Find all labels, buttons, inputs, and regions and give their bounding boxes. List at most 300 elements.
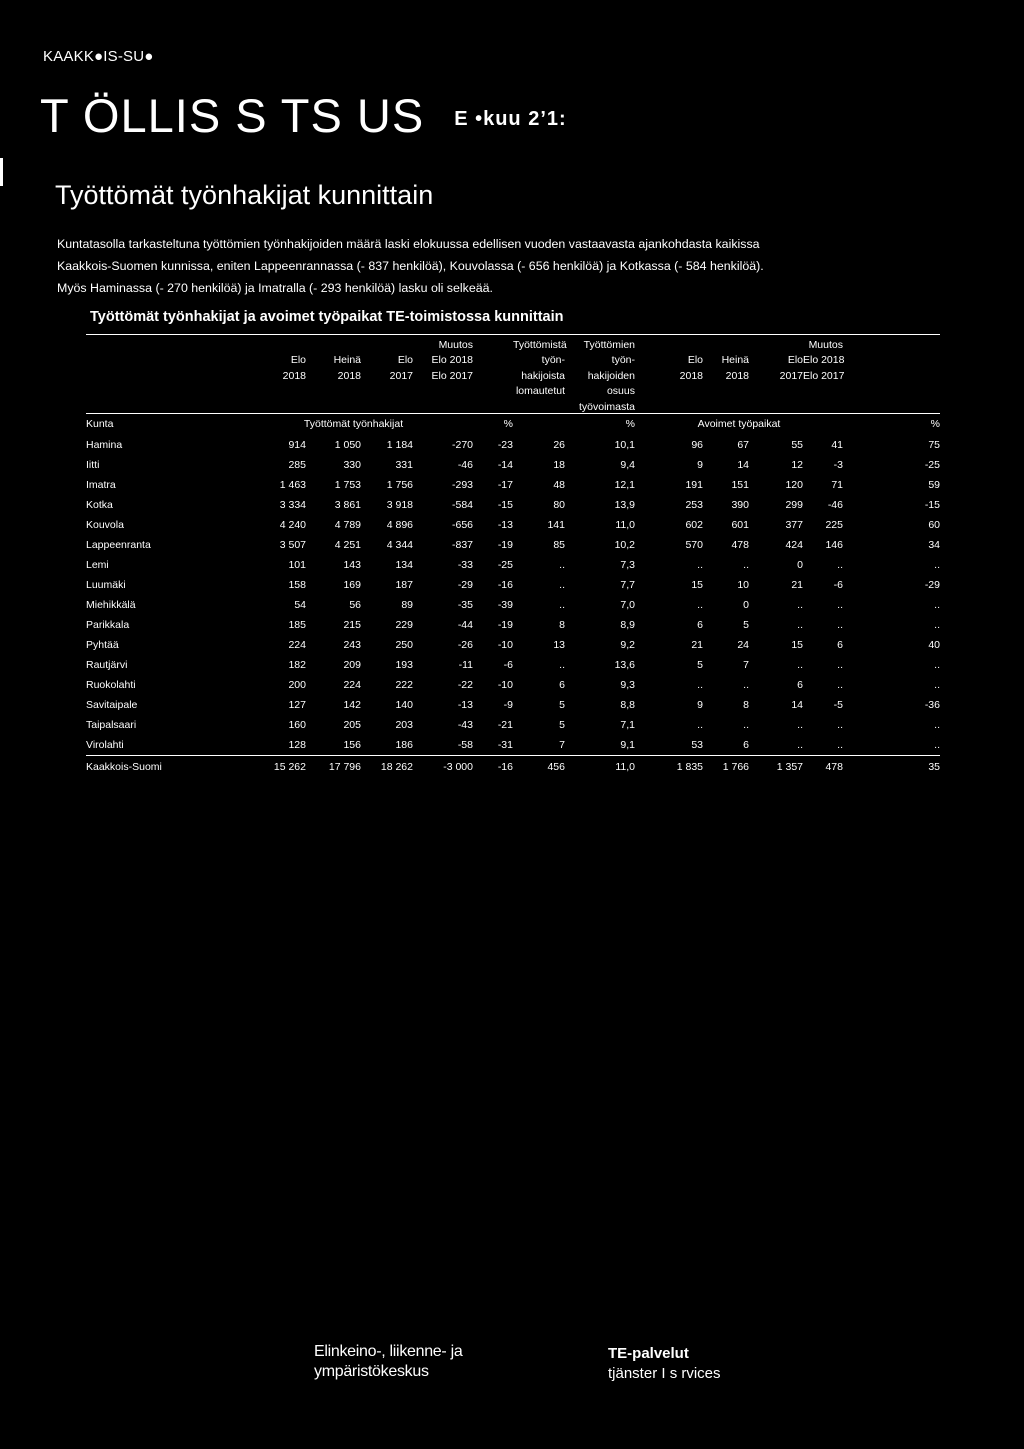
header-cell: 2018 xyxy=(282,369,306,382)
page-title xyxy=(40,88,567,143)
value-cell: 5 xyxy=(743,618,749,631)
intro-line: Kuntatasolla tarkasteltuna työttömien työnhakijoiden määrä laski elokuussa edellisen vuoden vastaavasta ajankohdasta kaikissa xyxy=(57,237,760,251)
value-cell: -21 xyxy=(497,718,513,731)
header-cell xyxy=(803,382,843,398)
te-services-logo xyxy=(608,1344,721,1384)
value-cell: 250 xyxy=(395,638,413,651)
value-cell: .. xyxy=(934,558,940,571)
value-cell: 18 xyxy=(553,458,565,471)
value-cell: 191 xyxy=(685,478,703,491)
value-cell: -23 xyxy=(497,438,513,451)
value-cell: 146 xyxy=(825,538,843,551)
header-cell: Heinä xyxy=(333,354,361,366)
value-cell: 141 xyxy=(547,518,565,531)
value-cell: 12 xyxy=(791,458,803,471)
value-cell: .. xyxy=(934,678,940,691)
value-cell: -16 xyxy=(497,578,513,591)
header-cell xyxy=(473,397,513,413)
total-value-cell: 478 xyxy=(803,755,843,778)
header-cell xyxy=(473,382,513,398)
value-cell: 200 xyxy=(288,678,306,691)
header-cell xyxy=(635,397,703,413)
statistics-table-container xyxy=(86,334,940,778)
value-cell: 60 xyxy=(928,518,940,531)
value-cell: .. xyxy=(934,718,940,731)
value-cell: 215 xyxy=(343,618,361,631)
header-cell: Elo 2017 xyxy=(803,369,845,382)
value-cell: -58 xyxy=(457,738,473,751)
value-cell: .. xyxy=(697,678,703,691)
value-cell: -13 xyxy=(457,698,473,711)
value-cell: 6 xyxy=(797,678,803,691)
header-cell: lomautetut xyxy=(515,385,565,397)
value-cell: -6 xyxy=(833,578,843,591)
header-cell: hakijoiden xyxy=(587,369,635,382)
value-cell: -29 xyxy=(457,578,473,591)
header-cell xyxy=(306,382,361,398)
value-cell: 299 xyxy=(785,498,803,511)
municipality-cell: Taipalsaari xyxy=(86,718,137,731)
header-cell: Elo xyxy=(290,354,306,366)
value-cell: 143 xyxy=(343,558,361,571)
value-cell: 570 xyxy=(685,538,703,551)
value-cell: 285 xyxy=(288,458,306,471)
value-cell: 1 184 xyxy=(386,438,413,451)
value-cell: -19 xyxy=(497,538,513,551)
header-cell: Elo xyxy=(787,354,803,366)
header-cell xyxy=(234,382,306,398)
te-logo-line: tjänster I s rvices xyxy=(608,1365,721,1382)
municipality-cell: Miehikkälä xyxy=(86,598,136,611)
ely-logo-line: ympäristökeskus xyxy=(314,1363,429,1380)
header-cell: Muutos xyxy=(438,338,473,351)
value-cell: 209 xyxy=(343,658,361,671)
header-cell xyxy=(703,382,749,398)
page-title-text: T ÖLLIS S TS US xyxy=(40,89,425,142)
value-cell: 0 xyxy=(797,558,803,571)
value-cell: .. xyxy=(837,678,843,691)
value-cell: 48 xyxy=(553,478,565,491)
value-cell: 13,6 xyxy=(614,658,635,671)
value-cell: 151 xyxy=(731,478,749,491)
value-cell: -6 xyxy=(503,658,513,671)
table-row xyxy=(86,675,940,695)
value-cell: 7 xyxy=(743,658,749,671)
value-cell: 203 xyxy=(395,718,413,731)
header-cell: 2018 xyxy=(337,369,361,382)
value-cell: -36 xyxy=(924,698,940,711)
value-cell: 80 xyxy=(553,498,565,511)
value-cell: .. xyxy=(743,718,749,731)
value-cell: 101 xyxy=(288,558,306,571)
value-cell: 4 896 xyxy=(386,518,413,531)
value-cell: 205 xyxy=(343,718,361,731)
header-cell: hakijoista xyxy=(521,369,565,382)
municipality-cell: Parikkala xyxy=(86,618,130,631)
table-row xyxy=(86,615,940,635)
municipality-cell: Iitti xyxy=(86,458,100,471)
municipality-cell: Kouvola xyxy=(86,518,124,531)
unit-cell-percent: % xyxy=(843,413,940,435)
value-cell: 9 xyxy=(697,458,703,471)
header-cell xyxy=(413,382,473,398)
value-cell: -35 xyxy=(457,598,473,611)
header-cell: Elo xyxy=(687,354,703,366)
value-cell: .. xyxy=(797,618,803,631)
header-row xyxy=(86,351,940,367)
value-cell: -26 xyxy=(457,638,473,651)
left-edge-marker xyxy=(0,158,3,186)
value-cell: -293 xyxy=(451,478,473,491)
value-cell: 222 xyxy=(395,678,413,691)
total-value-cell: -16 xyxy=(473,755,513,778)
total-value-cell: 1 357 xyxy=(749,755,803,778)
header-row xyxy=(86,397,940,413)
header-cell: työn- xyxy=(541,354,565,366)
value-cell: -13 xyxy=(497,518,513,531)
value-cell: 89 xyxy=(401,598,413,611)
header-cell xyxy=(306,335,361,351)
value-cell: 142 xyxy=(343,698,361,711)
value-cell: .. xyxy=(797,738,803,751)
municipality-cell: Savitaipale xyxy=(86,698,138,711)
value-cell: 6 xyxy=(743,738,749,751)
header-cell: Elo 2018 xyxy=(803,354,845,366)
value-cell: -46 xyxy=(457,458,473,471)
header-cell: Elo 2017 xyxy=(431,369,473,382)
value-cell: .. xyxy=(934,658,940,671)
value-cell: 40 xyxy=(928,638,940,651)
municipality-cell: Lappeenranta xyxy=(86,538,151,551)
table-header xyxy=(86,335,940,435)
value-cell: -837 xyxy=(451,538,473,551)
value-cell: -270 xyxy=(451,438,473,451)
value-cell: .. xyxy=(797,658,803,671)
brand-label: KAAKK●IS-SU● xyxy=(43,48,154,65)
value-cell: 9,2 xyxy=(620,638,635,651)
header-cell xyxy=(86,351,234,367)
value-cell: 3 507 xyxy=(279,538,306,551)
total-value-cell: 1 835 xyxy=(635,755,703,778)
total-value-cell: 15 262 xyxy=(234,755,306,778)
value-cell: .. xyxy=(797,598,803,611)
value-cell: 9,4 xyxy=(620,458,635,471)
value-cell: 53 xyxy=(691,738,703,751)
value-cell: 10 xyxy=(737,578,749,591)
value-cell: -25 xyxy=(497,558,513,571)
municipality-cell: Rautjärvi xyxy=(86,658,128,671)
value-cell: 8,8 xyxy=(620,698,635,711)
header-cell xyxy=(635,335,703,351)
value-cell: 3 334 xyxy=(279,498,306,511)
unit-cell-empty xyxy=(513,413,565,435)
value-cell: 128 xyxy=(288,738,306,751)
value-cell: 6 xyxy=(837,638,843,651)
total-value-cell: 1 766 xyxy=(703,755,749,778)
municipality-cell: Pyhtää xyxy=(86,638,119,651)
unit-cell-unemployed: Työttömät työnhakijat xyxy=(234,413,473,435)
value-cell: .. xyxy=(559,658,565,671)
total-value-cell: 17 796 xyxy=(306,755,361,778)
header-cell xyxy=(749,335,803,351)
value-cell: 4 344 xyxy=(386,538,413,551)
value-cell: 8,9 xyxy=(620,618,635,631)
value-cell: -43 xyxy=(457,718,473,731)
value-cell: 41 xyxy=(831,438,843,451)
total-value-cell: 18 262 xyxy=(361,755,413,778)
municipality-cell: Kotka xyxy=(86,498,113,511)
value-cell: .. xyxy=(934,598,940,611)
value-cell: 390 xyxy=(731,498,749,511)
section-title: Työttömät työnhakijat kunnittain xyxy=(55,180,434,210)
intro-line: Kaakkois-Suomen kunnissa, eniten Lappeenrannassa (- 837 henkilöä), Kouvolassa (- 656 henkilöä) ja Kotkassa (- 584 henkilöä). xyxy=(57,259,764,273)
value-cell: 160 xyxy=(288,718,306,731)
value-cell: 7,7 xyxy=(620,578,635,591)
value-cell: 169 xyxy=(343,578,361,591)
value-cell: 3 861 xyxy=(334,498,361,511)
ely-centre-logo xyxy=(314,1342,462,1382)
total-value-cell: 456 xyxy=(513,755,565,778)
value-cell: 67 xyxy=(737,438,749,451)
value-cell: -10 xyxy=(497,678,513,691)
header-cell xyxy=(234,397,306,413)
value-cell: 331 xyxy=(395,458,413,471)
value-cell: 9,3 xyxy=(620,678,635,691)
value-cell: 14 xyxy=(737,458,749,471)
value-cell: 75 xyxy=(928,438,940,451)
value-cell: -29 xyxy=(924,578,940,591)
header-cell xyxy=(843,351,940,367)
header-cell xyxy=(361,335,413,351)
value-cell: -17 xyxy=(497,478,513,491)
value-cell: 193 xyxy=(395,658,413,671)
value-cell: -39 xyxy=(497,598,513,611)
value-cell: 6 xyxy=(559,678,565,691)
header-cell: osuus xyxy=(606,385,635,397)
header-cell xyxy=(86,366,234,382)
value-cell: 9 xyxy=(697,698,703,711)
value-cell: 55 xyxy=(791,438,803,451)
table-row xyxy=(86,735,940,756)
value-cell: -33 xyxy=(457,558,473,571)
intro-text xyxy=(57,233,857,299)
value-cell: 21 xyxy=(791,578,803,591)
value-cell: 253 xyxy=(685,498,703,511)
total-value-cell: 35 xyxy=(843,755,940,778)
table-row xyxy=(86,715,940,735)
total-value-cell: 11,0 xyxy=(565,755,635,778)
header-cell xyxy=(843,366,940,382)
value-cell: 6 xyxy=(697,618,703,631)
header-cell xyxy=(803,397,843,413)
header-cell xyxy=(843,335,940,351)
value-cell: 13,9 xyxy=(614,498,635,511)
header-cell xyxy=(703,335,749,351)
header-cell xyxy=(361,382,413,398)
unit-cell-percent: % xyxy=(565,413,635,435)
value-cell: .. xyxy=(559,598,565,611)
value-cell: 10,1 xyxy=(614,438,635,451)
value-cell: 330 xyxy=(343,458,361,471)
value-cell: -10 xyxy=(497,638,513,651)
value-cell: 4 251 xyxy=(334,538,361,551)
municipality-cell: Hamina xyxy=(86,438,123,451)
value-cell: 120 xyxy=(785,478,803,491)
table-row xyxy=(86,655,940,675)
value-cell: 26 xyxy=(553,438,565,451)
unit-cell-percent: % xyxy=(473,413,513,435)
value-cell: 54 xyxy=(294,598,306,611)
value-cell: 3 918 xyxy=(386,498,413,511)
header-row xyxy=(86,335,940,351)
table-body xyxy=(86,435,940,778)
unit-cell-kunta: Kunta xyxy=(86,413,234,435)
municipality-cell: Virolahti xyxy=(86,738,124,751)
value-cell: 56 xyxy=(349,598,361,611)
value-cell: 7 xyxy=(559,738,565,751)
table-title: Työttömät työnhakijat ja avoimet työpaikat TE-toimistossa kunnittain xyxy=(90,309,564,325)
header-cell: 2018 xyxy=(725,369,749,382)
value-cell: .. xyxy=(837,718,843,731)
value-cell: -656 xyxy=(451,518,473,531)
header-cell: 2018 xyxy=(679,369,703,382)
value-cell: 8 xyxy=(559,618,565,631)
header-cell: työn- xyxy=(611,354,635,366)
value-cell: 478 xyxy=(731,538,749,551)
value-cell: 59 xyxy=(928,478,940,491)
value-cell: 187 xyxy=(395,578,413,591)
value-cell: 7,3 xyxy=(620,558,635,571)
value-cell: 15 xyxy=(691,578,703,591)
value-cell: .. xyxy=(837,558,843,571)
unit-row xyxy=(86,413,940,435)
value-cell: 10,2 xyxy=(614,538,635,551)
value-cell: 185 xyxy=(288,618,306,631)
value-cell: 224 xyxy=(343,678,361,691)
table-row xyxy=(86,535,940,555)
value-cell: 11,0 xyxy=(615,518,635,531)
value-cell: 71 xyxy=(831,478,843,491)
table-row xyxy=(86,495,940,515)
header-cell: Elo 2018 xyxy=(431,354,473,366)
value-cell: -15 xyxy=(497,498,513,511)
value-cell: 14 xyxy=(791,698,803,711)
value-cell: .. xyxy=(559,558,565,571)
value-cell: -9 xyxy=(503,698,513,711)
statistics-table xyxy=(86,334,940,778)
header-cell xyxy=(513,397,565,413)
unit-cell-vacancies: Avoimet työpaikat xyxy=(635,413,843,435)
municipality-cell: Lemi xyxy=(86,558,109,571)
value-cell: 229 xyxy=(395,618,413,631)
header-cell xyxy=(473,366,513,382)
value-cell: .. xyxy=(934,618,940,631)
header-cell xyxy=(361,397,413,413)
value-cell: 377 xyxy=(785,518,803,531)
value-cell: 134 xyxy=(395,558,413,571)
value-cell: -11 xyxy=(458,658,473,671)
header-cell xyxy=(473,335,513,351)
header-cell: Heinä xyxy=(721,354,749,366)
ely-logo-line: Elinkeino-, liikenne- ja xyxy=(314,1343,463,1360)
value-cell: -14 xyxy=(497,458,513,471)
value-cell: -5 xyxy=(833,698,843,711)
header-cell xyxy=(306,397,361,413)
value-cell: 8 xyxy=(743,698,749,711)
value-cell: 1 753 xyxy=(334,478,361,491)
table-row xyxy=(86,455,940,475)
table-row xyxy=(86,695,940,715)
value-cell: 156 xyxy=(343,738,361,751)
municipality-cell: Imatra xyxy=(86,478,116,491)
header-cell xyxy=(749,382,803,398)
value-cell: 243 xyxy=(343,638,361,651)
value-cell: .. xyxy=(934,738,940,751)
total-value-cell: -3 000 xyxy=(413,755,473,778)
value-cell: .. xyxy=(697,718,703,731)
table-row xyxy=(86,595,940,615)
header-cell: Työttömistä xyxy=(513,338,567,351)
value-cell: .. xyxy=(743,558,749,571)
value-cell: 182 xyxy=(288,658,306,671)
table-row xyxy=(86,575,940,595)
value-cell: 96 xyxy=(691,438,703,451)
value-cell: 225 xyxy=(825,518,843,531)
table-row xyxy=(86,475,940,495)
value-cell: -3 xyxy=(833,458,843,471)
value-cell: .. xyxy=(797,718,803,731)
header-cell xyxy=(749,397,803,413)
value-cell: 21 xyxy=(691,638,703,651)
header-cell xyxy=(234,335,306,351)
te-logo-line: TE-palvelut xyxy=(608,1345,689,1362)
table-row xyxy=(86,555,940,575)
value-cell: -25 xyxy=(924,458,940,471)
value-cell: .. xyxy=(559,578,565,591)
value-cell: 7,0 xyxy=(620,598,635,611)
header-cell xyxy=(843,397,940,413)
header-cell: Työttömien xyxy=(583,338,635,351)
value-cell: 424 xyxy=(785,538,803,551)
total-row xyxy=(86,755,940,778)
table-row xyxy=(86,635,940,655)
header-cell xyxy=(635,382,703,398)
value-cell: -22 xyxy=(457,678,473,691)
value-cell: -44 xyxy=(457,618,473,631)
value-cell: 85 xyxy=(553,538,565,551)
value-cell: 158 xyxy=(288,578,306,591)
value-cell: .. xyxy=(697,598,703,611)
value-cell: 12,1 xyxy=(614,478,635,491)
header-cell xyxy=(86,397,234,413)
header-cell: 2017 xyxy=(389,369,413,382)
value-cell: 4 789 xyxy=(334,518,361,531)
report-date: E •kuu 2’1: xyxy=(454,108,567,131)
header-row xyxy=(86,366,940,382)
header-cell xyxy=(473,351,513,367)
municipality-cell: Ruokolahti xyxy=(86,678,136,691)
value-cell: .. xyxy=(837,658,843,671)
value-cell: 186 xyxy=(395,738,413,751)
value-cell: .. xyxy=(837,738,843,751)
header-cell xyxy=(703,397,749,413)
value-cell: -19 xyxy=(497,618,513,631)
value-cell: 1 756 xyxy=(386,478,413,491)
value-cell: -46 xyxy=(827,498,843,511)
value-cell: 140 xyxy=(395,698,413,711)
header-cell: Muutos xyxy=(808,338,843,351)
value-cell: 127 xyxy=(288,698,306,711)
